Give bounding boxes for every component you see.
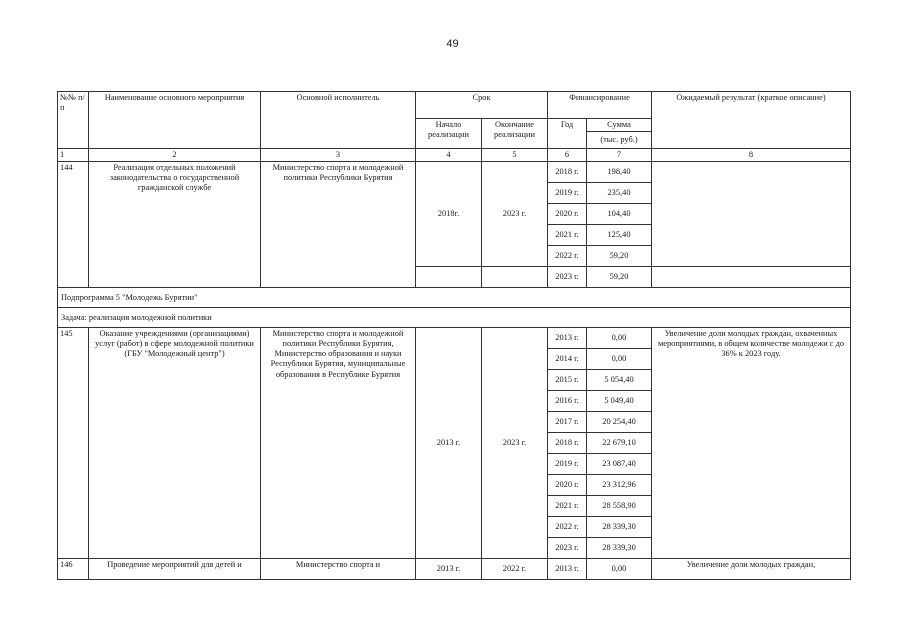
subprogram-title: Подпрограмма 5 "Молодежь Бурятии"	[58, 288, 851, 308]
header-num: №№ п/п	[58, 92, 89, 149]
row145-num: 145	[58, 328, 89, 559]
program-table	[57, 91, 851, 580]
row146-result: Увеличение доли молодых граждан,	[652, 559, 851, 580]
row145-amount: 28 558,90	[587, 496, 652, 517]
row144-amount: 235,40	[587, 183, 652, 204]
colnum-4: 4	[416, 149, 482, 162]
row145-amount: 5 054,40	[587, 370, 652, 391]
row144-amount: 59,20	[587, 246, 652, 267]
header-term: Срок	[416, 92, 548, 119]
row144-result	[652, 162, 851, 267]
row145-year: 2016 г.	[548, 391, 587, 412]
row145-year: 2018 г.	[548, 433, 587, 454]
row144-year: 2023 г.	[548, 267, 587, 288]
header-year: Год	[548, 119, 587, 149]
row145-result: Увеличение доли молодых граждан, охваченных мероприятиями, в общем количестве молодежи с до 36% к 2023 году.	[652, 328, 851, 559]
row145-year: 2021 г.	[548, 496, 587, 517]
row146-num: 146	[58, 559, 89, 580]
row144-end-blank	[482, 267, 548, 288]
page-number: 49	[446, 38, 459, 50]
row144-amount: 104,40	[587, 204, 652, 225]
row146-amount: 0,00	[587, 559, 652, 580]
row144-name: Реализация отдельных положений законодательства о государственной гражданской службе	[89, 162, 261, 288]
row146-year: 2013 г.	[548, 559, 587, 580]
row145-amount: 0,00	[587, 328, 652, 349]
row145-amount: 23 312,96	[587, 475, 652, 496]
row144-year: 2020 г.	[548, 204, 587, 225]
row144-start: 2018г.	[416, 162, 482, 267]
row145-amount: 22 679,10	[587, 433, 652, 454]
row145-year: 2023 г.	[548, 538, 587, 559]
header-term-end: Окончание реализации	[482, 119, 548, 149]
header-executor: Основной исполнитель	[261, 92, 416, 149]
row145-year: 2017 г.	[548, 412, 587, 433]
row144-num: 144	[58, 162, 89, 288]
row144-year: 2021 г.	[548, 225, 587, 246]
row145-amount: 23 087,40	[587, 454, 652, 475]
row145-year: 2013 г.	[548, 328, 587, 349]
row145-year: 2014 г.	[548, 349, 587, 370]
row145-year: 2020 г.	[548, 475, 587, 496]
colnum-7: 7	[587, 149, 652, 162]
header-financing: Финансирование	[548, 92, 652, 119]
colnum-2: 2	[89, 149, 261, 162]
header-sum-unit: (тыс. руб.)	[600, 135, 638, 145]
row144-year: 2019 г.	[548, 183, 587, 204]
row144-year: 2022 г.	[548, 246, 587, 267]
row144-result-blank	[652, 267, 851, 288]
header-sum-cell	[587, 119, 652, 149]
header-term-start: Начало реализации	[416, 119, 482, 149]
header-name: Наименование основного мероприятия	[89, 92, 261, 149]
row145-year: 2022 г.	[548, 517, 587, 538]
row144-year: 2018 г.	[548, 162, 587, 183]
colnum-8: 8	[652, 149, 851, 162]
row145-year: 2019 г.	[548, 454, 587, 475]
row144-amount: 59,20	[587, 267, 652, 288]
row145-amount: 28 339,30	[587, 538, 652, 559]
row144-amount: 125,40	[587, 225, 652, 246]
row145-amount: 28 339,30	[587, 517, 652, 538]
colnum-3: 3	[261, 149, 416, 162]
row144-start-blank	[416, 267, 482, 288]
row146-name: Проведение мероприятий для детей и	[89, 559, 261, 580]
row144-amount: 198,40	[587, 162, 652, 183]
row145-start: 2013 г.	[416, 328, 482, 559]
row145-name: Оказание учреждениями (организациями) услуг (работ) в сфере молодежной политики (ГБУ "Молодежный центр")	[89, 328, 261, 559]
colnum-6: 6	[548, 149, 587, 162]
header-sum: Сумма	[587, 119, 651, 132]
row145-executor: Министерство спорта и молодежной политики Республики Бурятия, Министерство образования и науки Республики Бурятия, муниципальные образования в Республике Бурятия	[261, 328, 416, 559]
row146-start: 2013 г.	[416, 559, 482, 580]
row144-executor: Министерство спорта и молодежной политики Республики Бурятия	[261, 162, 416, 288]
row145-end: 2023 г.	[482, 328, 548, 559]
row145-year: 2015 г.	[548, 370, 587, 391]
header-result: Ожидаемый результат (краткое описание)	[652, 92, 851, 149]
row145-amount: 0,00	[587, 349, 652, 370]
row145-amount: 20 254,40	[587, 412, 652, 433]
row146-executor: Министерство спорта и	[261, 559, 416, 580]
colnum-5: 5	[482, 149, 548, 162]
task-title: Задача: реализация молодежной политики	[58, 308, 851, 328]
colnum-1: 1	[58, 149, 89, 162]
row145-amount: 5 049,40	[587, 391, 652, 412]
row146-end: 2022 г.	[482, 559, 548, 580]
row144-end: 2023 г.	[482, 162, 548, 267]
